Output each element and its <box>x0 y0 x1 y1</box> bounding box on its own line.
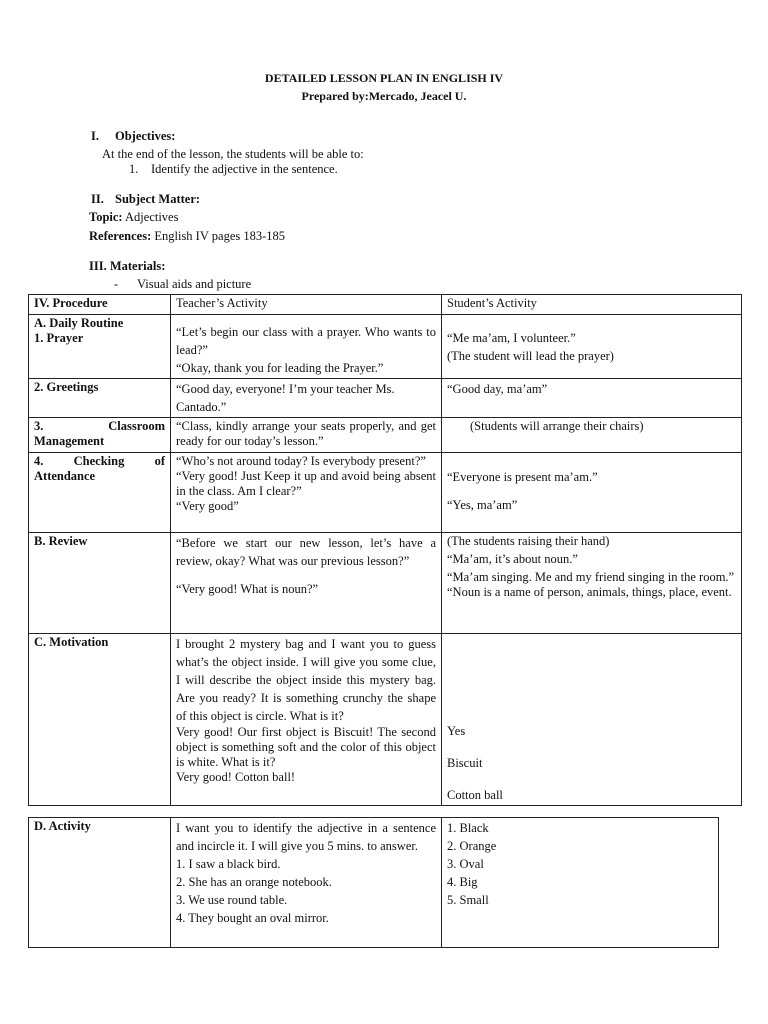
student-line: 1. Black <box>447 821 489 835</box>
student-line: 5. Small <box>447 893 489 907</box>
student-line: “Yes, ma’am” <box>447 498 518 512</box>
student-line: “Noun is a name of person, animals, things, place, event. <box>447 585 732 599</box>
review-student <box>442 533 742 634</box>
objectives-heading: Objectives: <box>115 129 176 143</box>
classroom-label-word: Classroom <box>108 419 165 433</box>
table-row <box>29 418 742 453</box>
table-row <box>29 315 742 379</box>
student-line: 4. Big <box>447 875 478 889</box>
objective-item-number: 1. <box>129 162 139 176</box>
table-row <box>29 453 742 533</box>
student-line: (The students raising their hand) <box>447 534 610 548</box>
activity-student <box>442 818 719 948</box>
teacher-line: Very good! Cotton ball! <box>176 770 296 784</box>
classroom-label-number: 3. <box>34 419 44 433</box>
activity-teacher <box>171 818 442 948</box>
references-value: English IV pages 183-185 <box>154 229 286 243</box>
table-row <box>29 818 719 948</box>
materials-item: Visual aids and picture <box>137 277 252 291</box>
teacher-line: “Let’s begin our class with a prayer. Who wants to lead?” <box>176 325 436 357</box>
student-line: Cotton ball <box>447 788 503 802</box>
teacher-line: “Class, kindly arrange your seats properly, and get ready for our today’s lesson.” <box>176 419 436 448</box>
activity-table <box>28 817 719 948</box>
procedure-table <box>28 294 742 806</box>
classroom-label <box>29 418 171 453</box>
teacher-line: “Before we start our new lesson, let’s have a review, okay? What was our previous lesson?” <box>176 536 436 568</box>
teacher-line: I want you to identify the adjective in a sentence and incircle it. I will give you 5 mins. to answer. <box>176 821 436 853</box>
references-label: References: <box>89 229 152 243</box>
motivation-student <box>442 634 742 806</box>
header-teacher-activity: Teacher’s Activity <box>171 295 442 315</box>
teacher-line: “Very good! Just Keep it up and avoid being absent in the class. Am I clear?” <box>176 469 436 498</box>
topic-line <box>89 210 178 225</box>
classroom-student <box>442 418 742 453</box>
greetings-student <box>442 379 742 418</box>
daily-routine-label-a: A. Daily Routine <box>34 316 124 330</box>
teacher-line: 3. We use round table. <box>176 893 288 907</box>
student-line: 2. Orange <box>447 839 497 853</box>
student-line: (The student will lead the prayer) <box>447 349 614 363</box>
materials-heading: III. Materials: <box>89 259 166 273</box>
motivation-teacher <box>171 634 442 806</box>
attendance-label-word: Checking <box>73 454 125 468</box>
attendance-label <box>29 453 171 533</box>
activity-label: D. Activity <box>29 818 171 948</box>
teacher-line: “Okay, thank you for leading the Prayer.” <box>176 361 384 375</box>
daily-routine-label-b: 1. Prayer <box>34 331 84 345</box>
subject-matter-number: II. <box>91 192 104 206</box>
teacher-line: 4. They bought an oval mirror. <box>176 911 329 925</box>
objectives-intro: At the end of the lesson, the students will be able to: <box>102 147 364 161</box>
classroom-label-b: Management <box>34 434 105 448</box>
teacher-line: I brought 2 mystery bag and I want you to guess what’s the object inside. I will give you some clue, I will describe the object inside this mystery bag. Are you ready? It is something crunchy the shape of this object is circle. What is it? <box>176 637 436 723</box>
table-header-row <box>29 295 742 315</box>
topic-value: Adjectives <box>125 210 179 224</box>
teacher-line: “Very good” <box>176 499 239 513</box>
motivation-label: C. Motivation <box>29 634 171 806</box>
daily-routine-teacher <box>171 315 442 379</box>
attendance-student <box>442 453 742 533</box>
attendance-label-number: 4. <box>34 454 44 468</box>
attendance-label-b: Attendance <box>34 469 96 483</box>
student-line: 3. Oval <box>447 857 484 871</box>
references-line <box>89 229 285 244</box>
student-line: “Ma’am singing. Me and my friend singing in the room.” <box>447 570 735 584</box>
teacher-line: “Who’s not around today? Is everybody present?” <box>176 454 426 468</box>
daily-routine-label <box>29 315 171 379</box>
topic-label: Topic: <box>89 210 123 224</box>
header-procedure: IV. Procedure <box>29 295 171 315</box>
student-line: (Students will arrange their chairs) <box>470 419 644 433</box>
daily-routine-student <box>442 315 742 379</box>
student-line: Yes <box>447 724 466 738</box>
materials-bullet: - <box>114 277 119 291</box>
greetings-teacher <box>171 379 442 418</box>
student-line: “Good day, ma’am” <box>447 382 548 396</box>
student-line: “Me ma’am, I volunteer.” <box>447 331 576 345</box>
teacher-line: “Good day, everyone! I’m your teacher Ms. Cantado.” <box>176 382 395 414</box>
table-row <box>29 379 742 418</box>
header-student-activity: Student’s Activity <box>442 295 742 315</box>
review-label: B. Review <box>29 533 171 634</box>
subject-matter-heading: Subject Matter: <box>115 192 201 206</box>
attendance-label-of: of <box>154 454 165 468</box>
table-row <box>29 533 742 634</box>
teacher-line: Very good! Our first object is Biscuit! The second object is something soft and the color of this object is white. What is it? <box>176 725 436 769</box>
objectives-number: I. <box>91 129 99 143</box>
teacher-line: 2. She has an orange notebook. <box>176 875 332 889</box>
table-row <box>29 634 742 806</box>
teacher-line: 1. I saw a black bird. <box>176 857 281 871</box>
greetings-label: 2. Greetings <box>29 379 171 418</box>
attendance-teacher <box>171 453 442 533</box>
student-line: “Ma’am, it’s about noun.” <box>447 552 578 566</box>
prepared-by: Prepared by:Mercado, Jeacel U. <box>301 89 467 103</box>
document-title: DETAILED LESSON PLAN IN ENGLISH IV <box>264 71 504 85</box>
student-line: Biscuit <box>447 756 483 770</box>
objective-item: Identify the adjective in the sentence. <box>151 162 338 176</box>
classroom-teacher <box>171 418 442 453</box>
review-teacher <box>171 533 442 634</box>
student-line: “Everyone is present ma’am.” <box>447 470 598 484</box>
teacher-line: “Very good! What is noun?” <box>176 582 319 596</box>
